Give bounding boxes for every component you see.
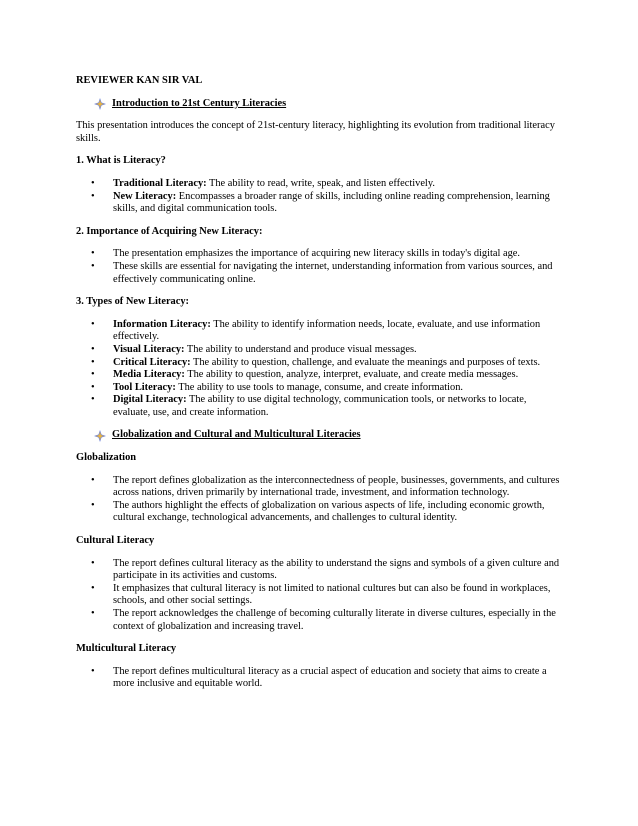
intro-heading-row [92, 98, 566, 111]
list-item: • Tool Literacy: The ability to use tools to manage, consume, and create information. [76, 382, 566, 395]
cultural-literacy-list [76, 558, 566, 634]
list-item: • Information Literacy: The ability to identify information needs, locate, evaluate, and use information effectively. [76, 319, 566, 344]
section-3-heading: 3. Types of New Literacy: [76, 296, 190, 308]
section-3-list [76, 319, 566, 420]
intro-paragraph: This presentation introduces the concept of 21st-century literacy, highlighting its evolution from traditional literacy skills. [76, 120, 555, 144]
globalization-list [76, 475, 566, 525]
list-item: • Critical Literacy: The ability to question, challenge, and evaluate the meanings and purposes of texts. [76, 357, 566, 370]
multicultural-literacy-heading: Multicultural Literacy [76, 643, 177, 655]
section-2-list [76, 248, 566, 286]
document-body [76, 75, 566, 701]
multicultural-literacy-list [76, 666, 566, 691]
globalization-heading-row [92, 429, 566, 442]
sparkle-bullet-icon [92, 430, 108, 442]
list-item: • The report defines cultural literacy as the ability to understand the signs and symbols of a given culture and participate in its activities and customs. [76, 558, 566, 583]
list-item: • Traditional Literacy: The ability to read, write, speak, and listen effectively. [76, 178, 566, 191]
list-item: • These skills are essential for navigating the internet, understanding information from various sources, and effectively communicating online. [76, 261, 566, 286]
list-item: • Digital Literacy: The ability to use digital technology, communication tools, or networks to locate, evaluate, use, and create information. [76, 394, 566, 419]
list-item: • It emphasizes that cultural literacy is not limited to national cultures but can also be found in workplaces, schools, and other social settings. [76, 583, 566, 608]
globalization-main-heading: Globalization and Cultural and Multicultural Literacies [112, 429, 361, 441]
section-2-heading: 2. Importance of Acquiring New Literacy: [76, 225, 263, 237]
cultural-literacy-heading: Cultural Literacy [76, 535, 155, 547]
list-item: • The authors highlight the effects of globalization on various aspects of life, including economic growth, cultural exchange, technological advancements, and challenges to cultural identity. [76, 500, 566, 525]
globalization-heading: Globalization [76, 452, 137, 464]
list-item: • Visual Literacy: The ability to understand and produce visual messages. [76, 344, 566, 357]
list-item: • The report acknowledges the challenge of becoming culturally literate in diverse cultures, especially in the context of globalization and increasing travel. [76, 608, 566, 633]
section-1-list [76, 178, 566, 216]
list-item: • Media Literacy: The ability to question, analyze, interpret, evaluate, and create media messages. [76, 369, 566, 382]
list-item: • The report defines globalization as the interconnectedness of people, businesses, governments, and cultures across nations, driven primarily by international trade, investment, and information technology. [76, 475, 566, 500]
sparkle-bullet-icon [92, 98, 108, 110]
list-item: • The presentation emphasizes the importance of acquiring new literacy skills in today's digital age. [76, 248, 566, 261]
intro-heading: Introduction to 21st Century Literacies [112, 97, 287, 109]
list-item: • The report defines multicultural literacy as a crucial aspect of education and society that aims to create a more inclusive and equitable world. [76, 666, 566, 691]
document-title: REVIEWER KAN SIR VAL [76, 75, 203, 86]
list-item: • New Literacy: Encompasses a broader range of skills, including online reading comprehension, learning skills, and digital communication tools. [76, 191, 566, 216]
section-1-heading: 1. What is Literacy? [76, 155, 166, 167]
